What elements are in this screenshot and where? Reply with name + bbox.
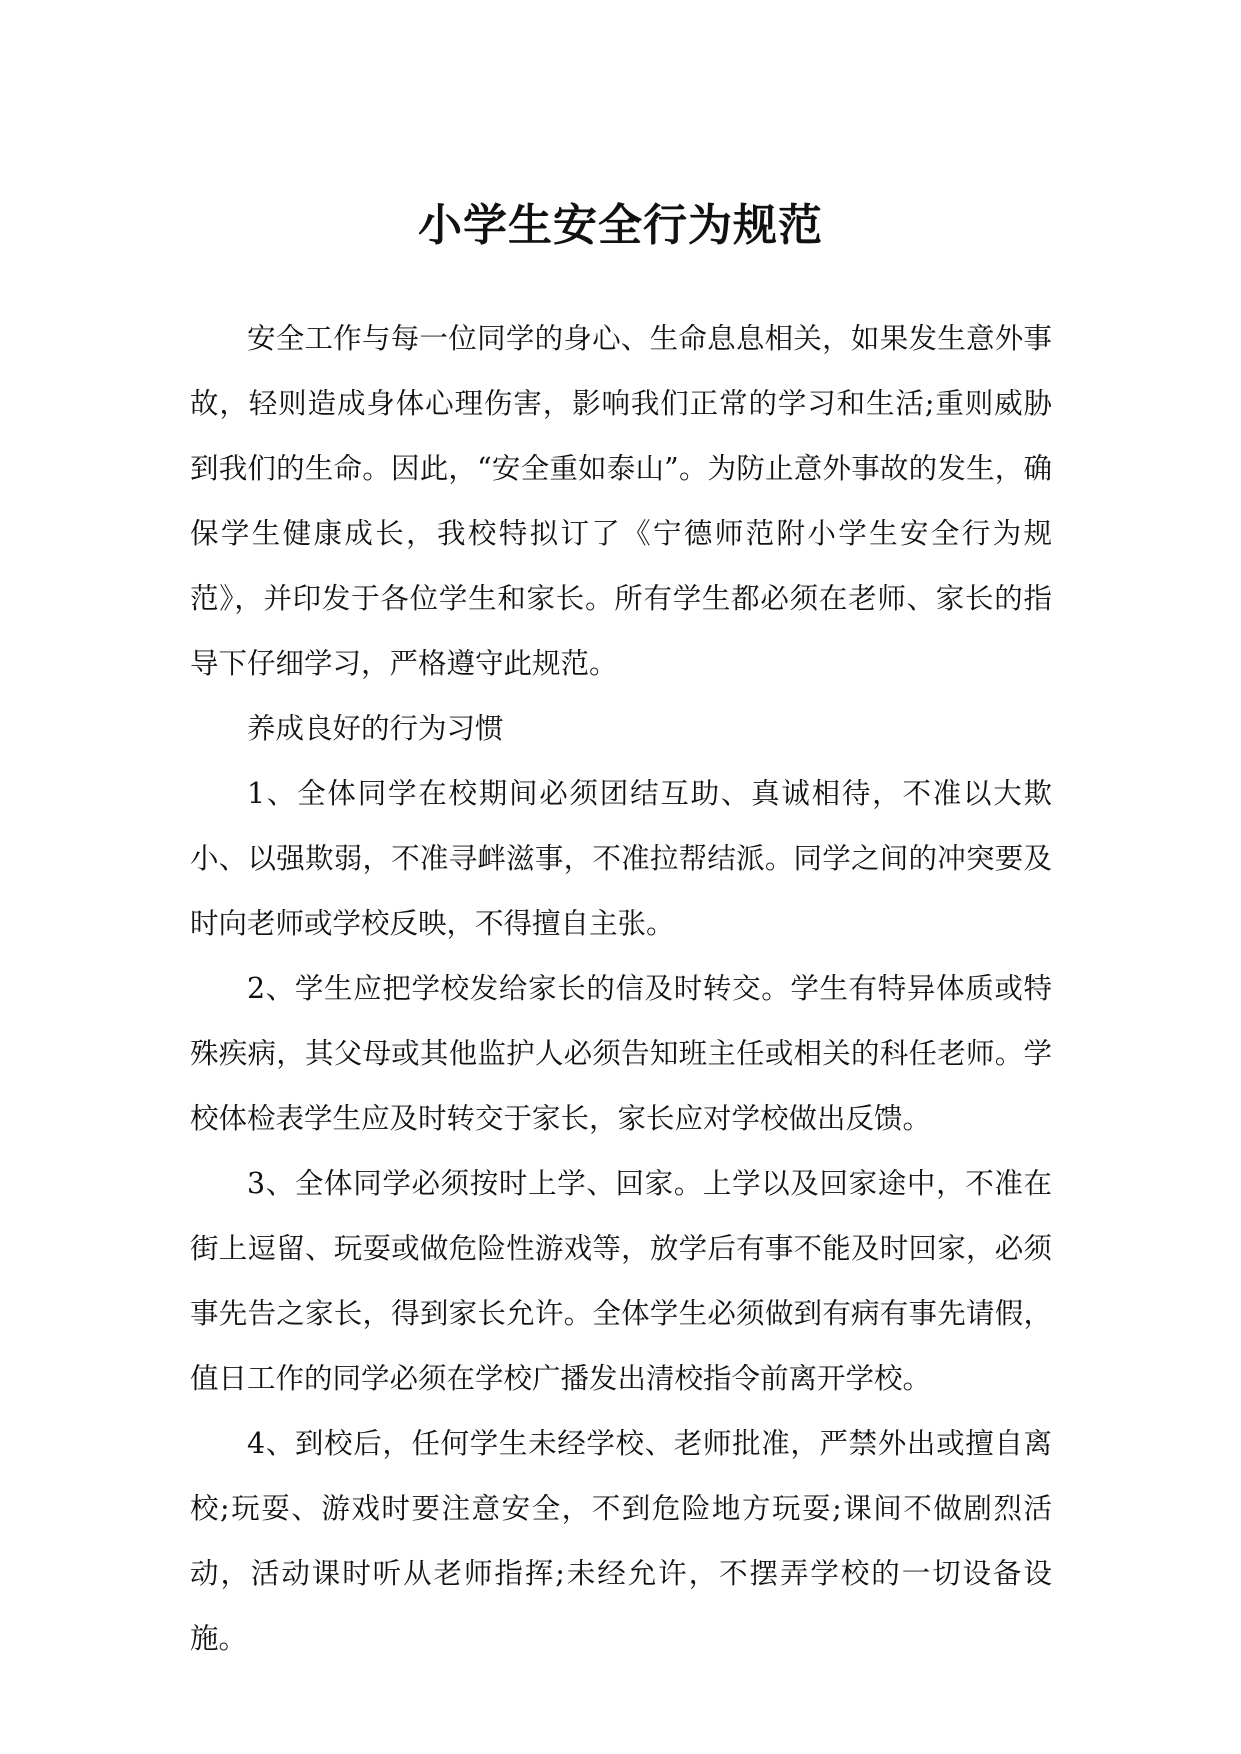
rule-paragraph-2: 2、学生应把学校发给家长的信及时转交。学生有特异体质或特殊疾病，其父母或其他监护人必须告知班主任或相关的科任老师。学校体检表学生应及时转交于家长，家长应对学校做出反馈。 bbox=[190, 972, 1052, 1135]
section-heading: 养成良好的行为习惯 bbox=[247, 712, 504, 745]
document-body bbox=[190, 306, 1052, 1671]
document-title: 小学生安全行为规范 bbox=[418, 200, 823, 251]
rule-paragraph-3: 3、全体同学必须按时上学、回家。上学以及回家途中，不准在街上逗留、玩耍或做危险性游戏等，放学后有事不能及时回家，必须事先告之家长，得到家长允许。全体学生必须做到有病有事先请假，值日工作的同学必须在学校广播发出清校指令前离开学校。 bbox=[190, 1167, 1052, 1395]
rule-paragraph-1: 1、全体同学在校期间必须团结互助、真诚相待，不准以大欺小、以强欺弱，不准寻衅滋事，不准拉帮结派。同学之间的冲突要及时向老师或学校反映，不得擅自主张。 bbox=[190, 777, 1052, 940]
rule-paragraph-4: 4、到校后，任何学生未经学校、老师批准，严禁外出或擅自离校;玩耍、游戏时要注意安全，不到危险地方玩耍;课间不做剧烈活动，活动课时听从老师指挥;未经允许，不摆弄学校的一切设备设施。 bbox=[190, 1427, 1052, 1655]
intro-paragraph: 安全工作与每一位同学的身心、生命息息相关，如果发生意外事故，轻则造成身体心理伤害，影响我们正常的学习和生活;重则威胁到我们的生命。因此，“安全重如泰山”。为防止意外事故的发生，确保学生健康成长，我校特拟订了《宁德师范附小学生安全行为规范》，并印发于各位学生和家长。所有学生都必须在老师、家长的指导下仔细学习，严格遵守此规范。 bbox=[190, 322, 1052, 680]
